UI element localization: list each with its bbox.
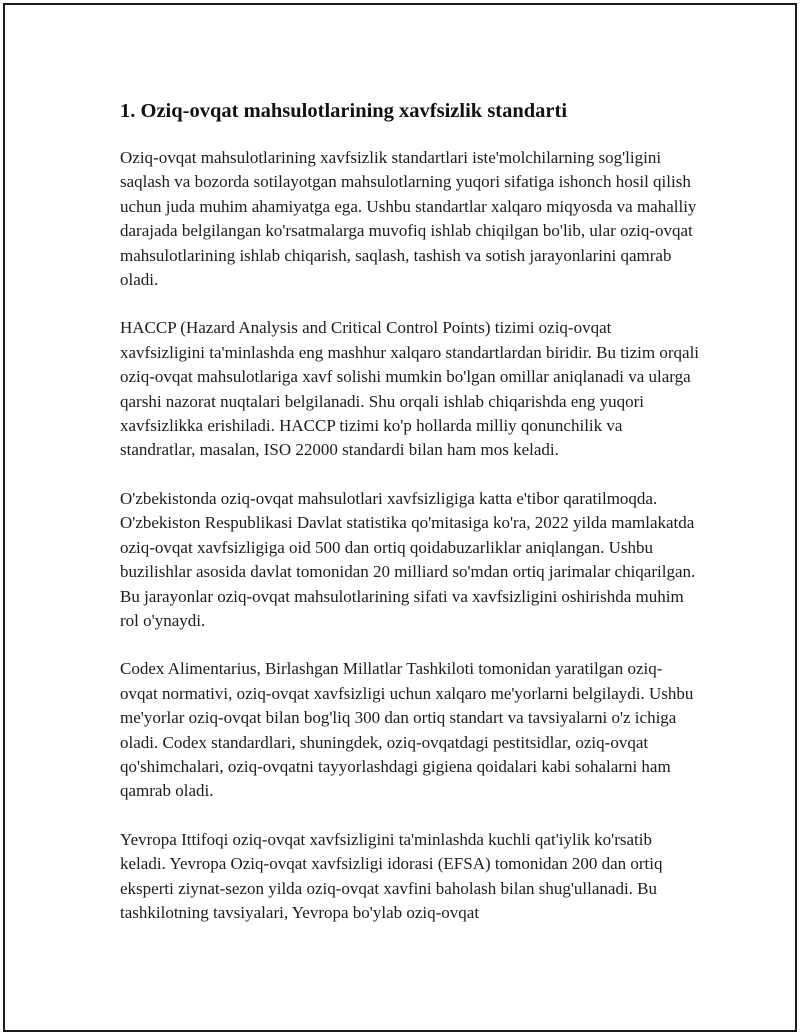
document-body <box>120 97 700 949</box>
paragraph-food-safety-standards: Oziq-ovqat mahsulotlarining xavfsizlik standartlari iste'molchilarning sog'ligini saqlash va bozorda sotilayotgan mahsulotlarning yuqori sifatiga ishonch hosil qilish uchun juda muhim ahamiyatga ega. Ushbu standartlar xalqaro miqyosda va mahalliy darajada belgilangan ko'rsatmalarga muvofiq ishlab chiqilgan bo'lib, ular oziq-ovqat mahsulotlarining ishlab chiqarish, saqlash, tashish va sotish jarayonlarini qamrab oladi. <box>120 148 697 290</box>
paragraph-uzbekistan: O'zbekistonda oziq-ovqat mahsulotlari xavfsizligiga katta e'tibor qaratilmoqda. O'zbekiston Respublikasi Davlat statistika qo'mitasiga ko'ra, 2022 yilda mamlakatda oziq-ovqat xavfsizligiga oid 500 dan ortiq qoidabuzarliklar aniqlangan. Ushbu buzilishlar asosida davlat tomonidan 20 milliard so'mdan ortiq jarimalar chiqarilgan. Bu jarayonlar oziq-ovqat mahsulotlarining sifati va xavfsizligini oshirishda muhim rol o'ynaydi. <box>120 488 696 630</box>
paragraph-haccp: HACCP (Hazard Analysis and Critical Control Points) tizimi oziq-ovqat xavfsizligini ta'minlashda eng mashhur xalqaro standartlardan biridir. Bu tizim orqali oziq-ovqat mahsulotlariga xavf solishi mumkin bo'lgan omillar aniqlanadi va ularga qarshi nazorat nuqtalari belgilanadi. Shu orqali ishlab chiqarishda eng yuqori xavfsizlikka erishiladi. HACCP tizimi ko'p hollarda milliy qonunchilik va standratlar, masalan, ISO 22000 standardi bilan ham mos keladi. <box>120 318 700 460</box>
paragraph-european-union: Yevropa Ittifoqi oziq-ovqat xavfsizligini ta'minlashda kuchli qat'iylik ko'rsatib keladi. Yevropa Oziq-ovqat xavfsizligi idorasi (EFSA) tomonidan 200 dan ortiq eksperti ziynat-sezon yilda oziq-ovqat xavfini baholash bilan shug'ullanadi. Bu tashkilotning tavsiyalari, Yevropa bo'ylab oziq-ovqat <box>120 829 663 922</box>
paragraph-codex-alimentarius: Codex Alimentarius, Birlashgan Millatlar Tashkiloti tomonidan yaratilgan oziq-ovqat normativi, oziq-ovqat xavfsizligi uchun xalqaro me'yorlarni belgilaydi. Ushbu me'yorlar oziq-ovqat bilan bog'liq 300 dan ortiq standart va tavsiyalarni o'z ichiga oladi. Codex standardlari, shuningdek, oziq-ovqatdagi pestitsidlar, oziq-ovqat qo'shimchalari, oziq-ovqatni tayyorlashdagi gigiena qoidalari kabi sohalarni ham qamrab oladi. <box>120 659 694 801</box>
page-frame <box>3 3 797 1032</box>
document-title: 1. Oziq-ovqat mahsulotlarining xavfsizlik standarti <box>120 100 568 122</box>
